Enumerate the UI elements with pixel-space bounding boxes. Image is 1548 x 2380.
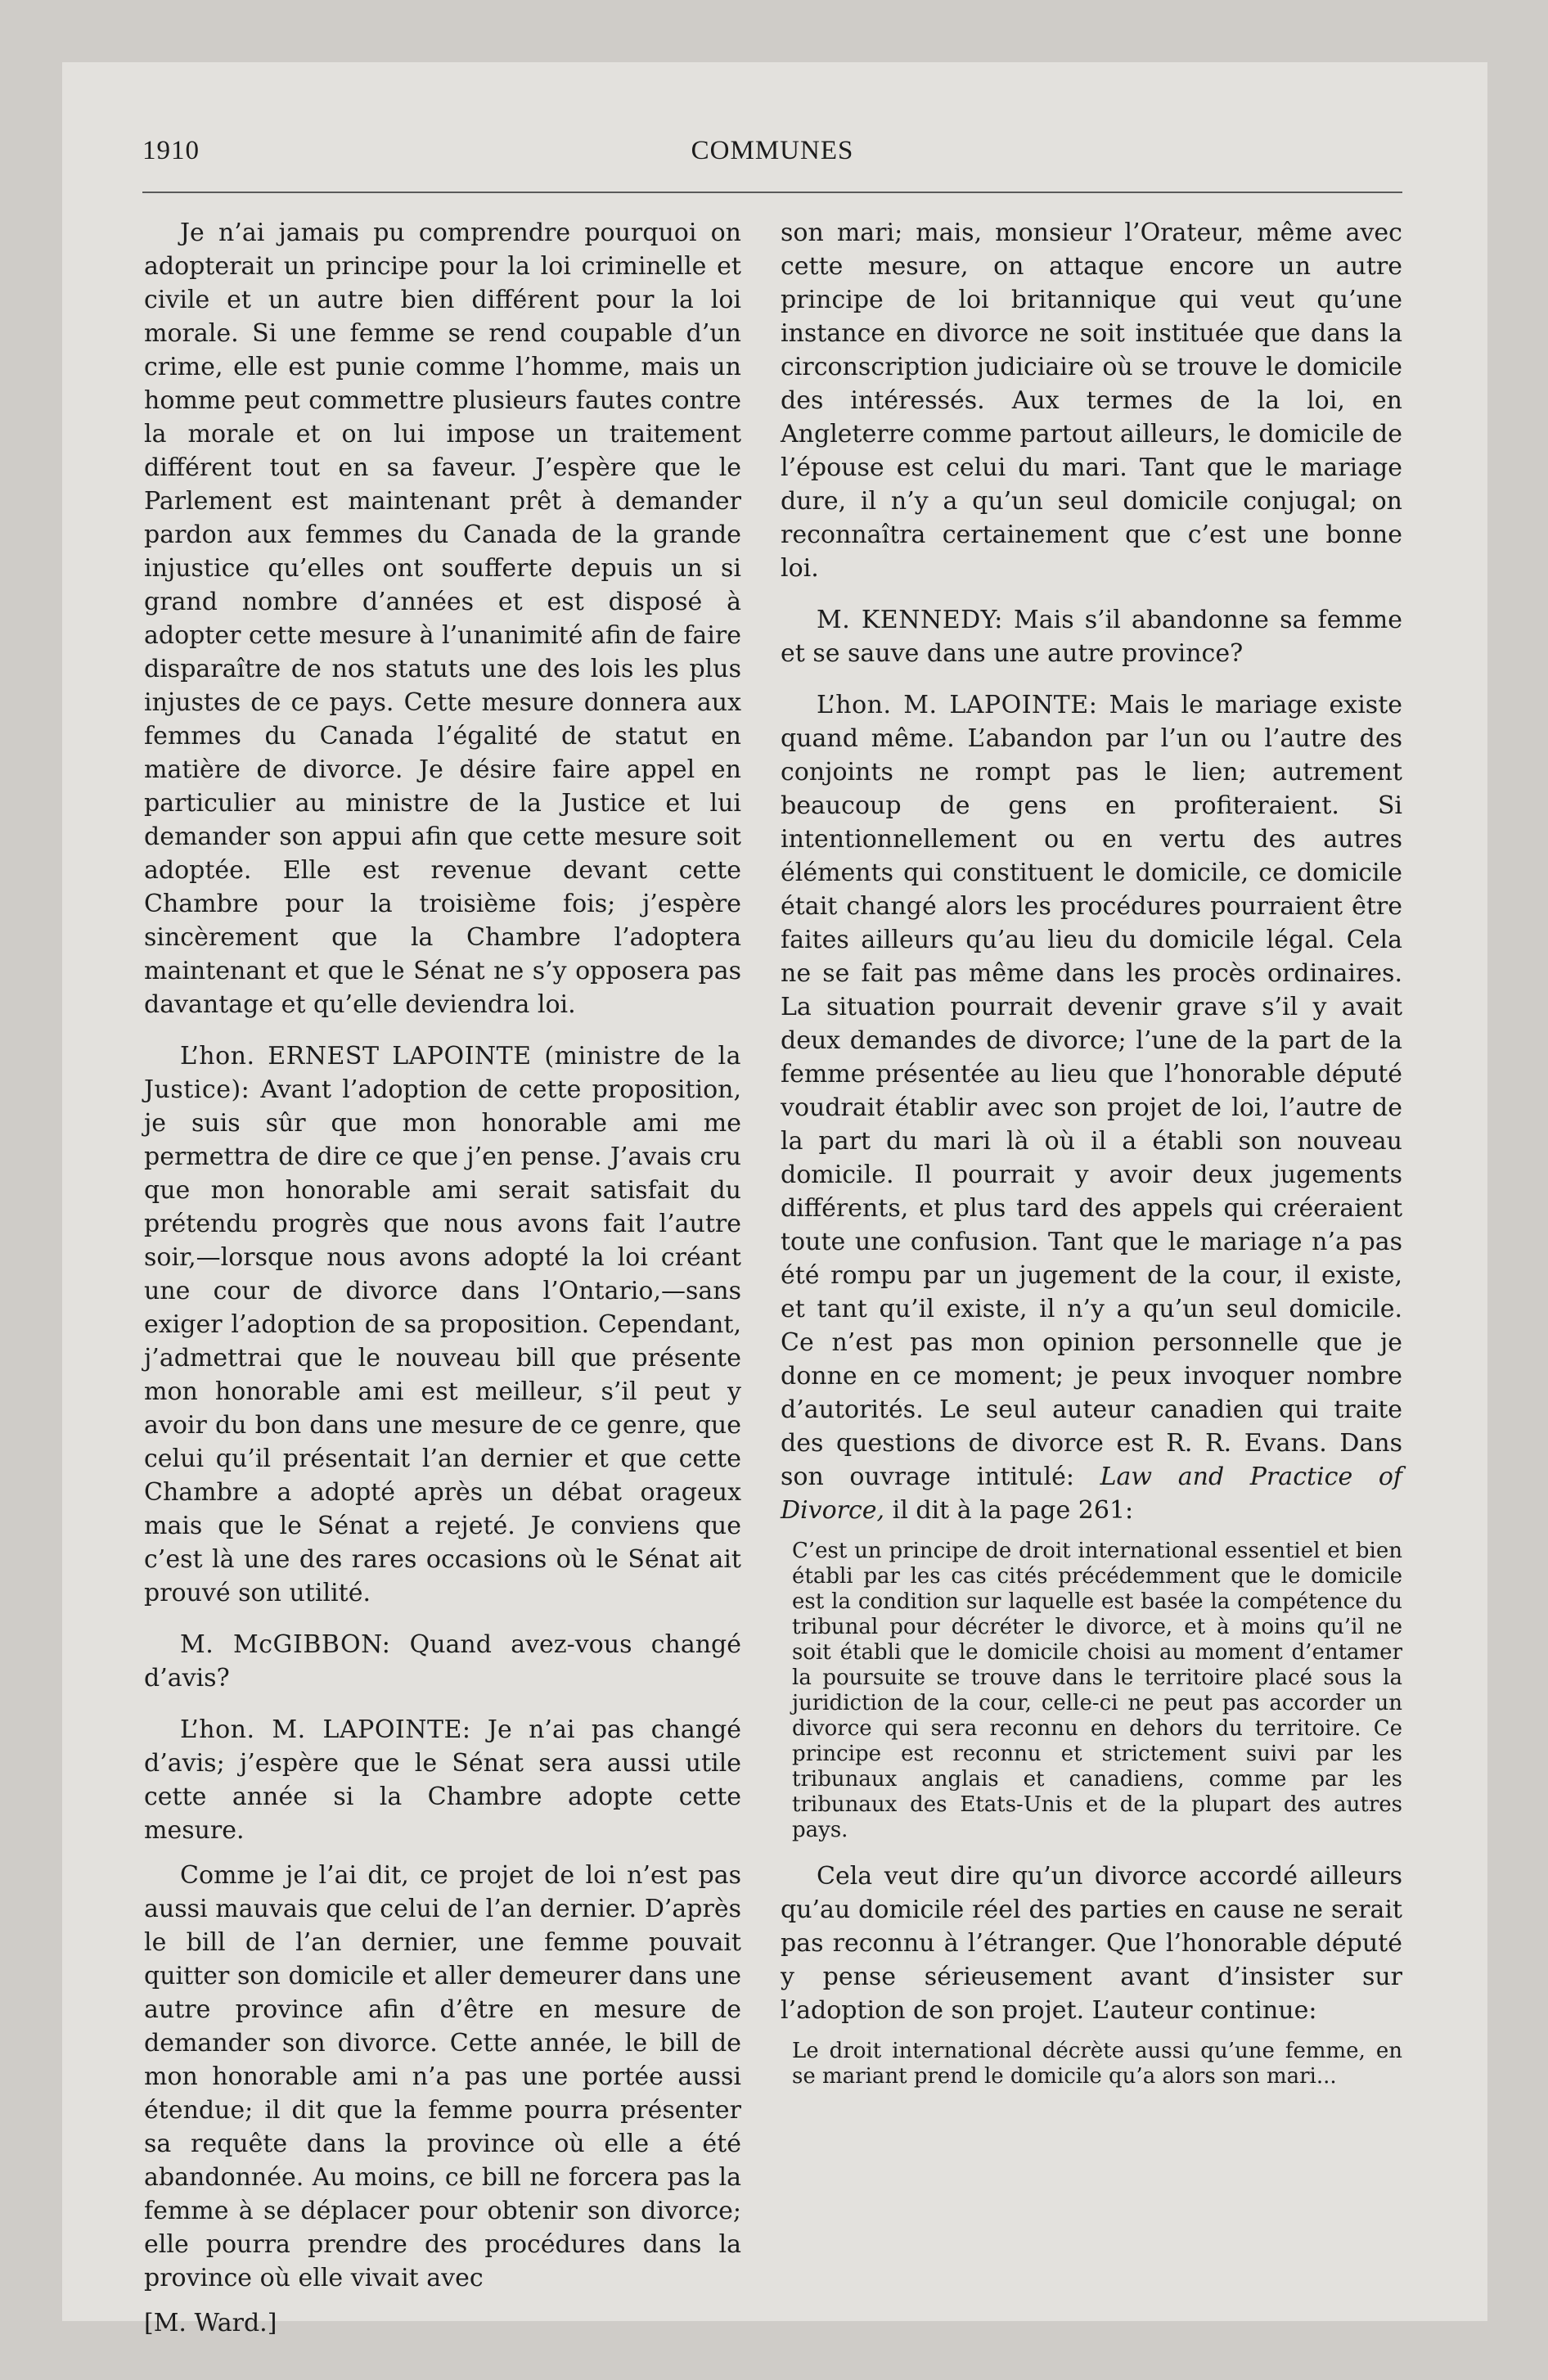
block-quote: C’est un principe de droit international essentiel et bien établi par les cas cités précédemment que le domicile est la condition sur laquelle est basée la compétence du tribunal pour décréter le divorce, et à moins qu’il ne soit établi que le domicile choisi au moment d’entamer la poursuite se trouve dans le territoire placé sous la juridiction de la cour, celle-ci ne peut pas accorder un divorce qui sera reconnu en dehors du territoire. Ce principe est reconnu et strictement suivi par les tribunaux anglais et canadiens, comme par les tribunaux des Etats-Unis et de la plupart des autres pays. bbox=[792, 1539, 1402, 1842]
speaker-name: L’hon. M. LAPOINTE: bbox=[180, 1715, 471, 1744]
page-header bbox=[142, 136, 1402, 188]
speaker-name: M. KENNEDY: bbox=[817, 606, 1003, 634]
speech-text: Je n’ai pas changé d’avis; j’espère que le Sénat sera aussi utile cette année si la Chambre adopte cette mesure. bbox=[144, 1715, 741, 1845]
header-rule bbox=[142, 192, 1402, 193]
speech-text: Quand avez-vous changé d’avis? bbox=[144, 1630, 741, 1693]
page-number: 1910 bbox=[142, 136, 200, 165]
left-column bbox=[144, 216, 741, 2340]
speech-lapointe-right bbox=[781, 688, 1402, 1527]
paragraph: Je n’ai jamais pu comprendre pourquoi on adopterait un principe pour la loi criminelle et civile et un autre bien différent pour la loi morale. Si une femme se rend coupable d’un crime, elle est punie comme l’homme, mais un homme peut commettre plusieurs fautes contre la morale et on lui impose un traitement différent tout en sa faveur. J’espère que le Parlement est maintenant prêt à demander pardon aux femmes du Canada de la grande injustice qu’elles ont soufferte depuis un si grand nombre d’années et est disposé à adopter cette mesure à l’unanimité afin de faire disparaître de nos statuts une des lois les plus injustes de ce pays. Cette mesure donnera aux femmes du Canada l’égalité de statut en matière de divorce. Je désire faire appel en particulier au ministre de la Justice et lui demander son appui afin que cette mesure soit adoptée. Elle est revenue devant cette Chambre pour la troisième fois; j’espère sincèrement que la Chambre l’adoptera maintenant et que le Sénat ne s’y opposera pas davantage et qu’elle deviendra loi. bbox=[144, 219, 741, 1019]
speech-kennedy bbox=[781, 603, 1402, 670]
paragraph: Cela veut dire qu’un divorce accordé ailleurs qu’au domicile réel des parties en cause ne serait pas reconnu à l’étranger. Que l’honorable député y pense sérieusement avant d’insister sur l’adoption de son projet. L’auteur continue: bbox=[781, 1862, 1402, 2025]
speaker-name: L’hon. M. LAPOINTE: bbox=[817, 691, 1098, 719]
speaker-name: M. McGIBBON: bbox=[180, 1630, 391, 1659]
speech-text-end: il dit à la page 261: bbox=[884, 1496, 1134, 1525]
paragraph: son mari; mais, monsieur l’Orateur, même avec cette mesure, on attaque encore un autre principe de loi britannique qui veut qu’une instance en divorce ne soit instituée que dans la circonscription judiciaire où se trouve le domicile des intéressés. Aux termes de la loi, en Angleterre comme partout ailleurs, le domicile de l’épouse est celui du mari. Tant que le mariage dure, il n’y a qu’un seul domicile conjugal; on reconnaîtra certainement que c’est une bonne loi. bbox=[781, 219, 1402, 583]
speech-text: Avant l’adoption de cette proposition, je suis sûr que mon honorable ami me permettra de dire ce que j’en pense. J’avais cru que mon honorable ami serait satisfait du prétendu progrès que nous avons fait l’autre soir,—lorsque nous avons adopté la loi créant une cour de divorce dans l’Ontario,—sans exiger l’adoption de sa proposition. Cependant, j’admettrai que le nouveau bill que présente mon honorable ami est meilleur, s’il peut y avoir du bon dans une mesure de ce genre, que celui qu’il présentait l’an dernier et que cette Chambre a adopté après un débat orageux mais que le Sénat a rejeté. Je conviens que c’est là une des rares occasions où le Sénat ait prouvé son utilité. bbox=[144, 1075, 741, 1607]
running-title: COMMUNES bbox=[691, 136, 854, 165]
right-column bbox=[781, 216, 1402, 2106]
block-quote: Le droit international décrète aussi qu’une femme, en se mariant prend le domicile qu’a alors son mari... bbox=[792, 2039, 1402, 2089]
speech-text: Mais le mariage existe quand même. L’abandon par l’un ou l’autre des conjoints ne rompt pas le lien; autrement beaucoup de gens en profiteraient. Si intentionnellement ou en vertu des autres éléments qui constituent le domicile, ce domicile était changé alors les procédures pourraient être faites ailleurs qu’au lieu du domicile légal. Cela ne se fait pas même dans les procès ordinaires. La situation pourrait devenir grave s’il y avait deux demandes de divorce; l’une de la part de la femme présentée au lieu que l’honorable député voudrait établir avec son projet de loi, l’autre de la part du mari là où il a établi son nouveau domicile. Il pourrait y avoir deux jugements différents, et plus tard des appels qui créeraient toute une confusion. Tant que le mariage n’a pas été rompu par un jugement de la cour, il existe, et tant qu’il existe, il n’y a qu’un seul domicile. Ce n’est pas mon opinion personnelle que je donne en ce moment; je peux invoquer nombre d’autorités. Le seul auteur canadien qui traite des questions de divorce est R. R. Evans. Dans son ouvrage intitulé: bbox=[781, 691, 1402, 1491]
speech-lapointe bbox=[144, 1039, 741, 1610]
book-title: Law and Practice of Divorce, bbox=[781, 1463, 1402, 1525]
paragraph: Comme je l’ai dit, ce projet de loi n’est pas aussi mauvais que celui de l’an dernier. D’après le bill de l’an dernier, une femme pouvait quitter son domicile et aller demeurer dans une autre province afin d’être en mesure de demander son divorce. Cette année, le bill de mon honorable ami n’a pas une portée aussi étendue; il dit que la femme pourra présenter sa requête dans la province où elle a été abandonnée. Au moins, ce bill ne forcera pas la femme à se déplacer pour obtenir son divorce; elle pourra prendre des procédures dans la province où elle vivait avec bbox=[144, 1861, 741, 2292]
speech-text: Mais s’il abandonne sa femme et se sauve dans une autre province? bbox=[781, 606, 1402, 668]
speech-mcgibbon bbox=[144, 1628, 741, 1695]
speech-lapointe-reply bbox=[144, 1713, 741, 1847]
signature: [M. Ward.] bbox=[144, 2309, 277, 2337]
speaker-name: L’hon. ERNEST LAPOINTE (ministre de la Justice): bbox=[144, 1042, 741, 1104]
